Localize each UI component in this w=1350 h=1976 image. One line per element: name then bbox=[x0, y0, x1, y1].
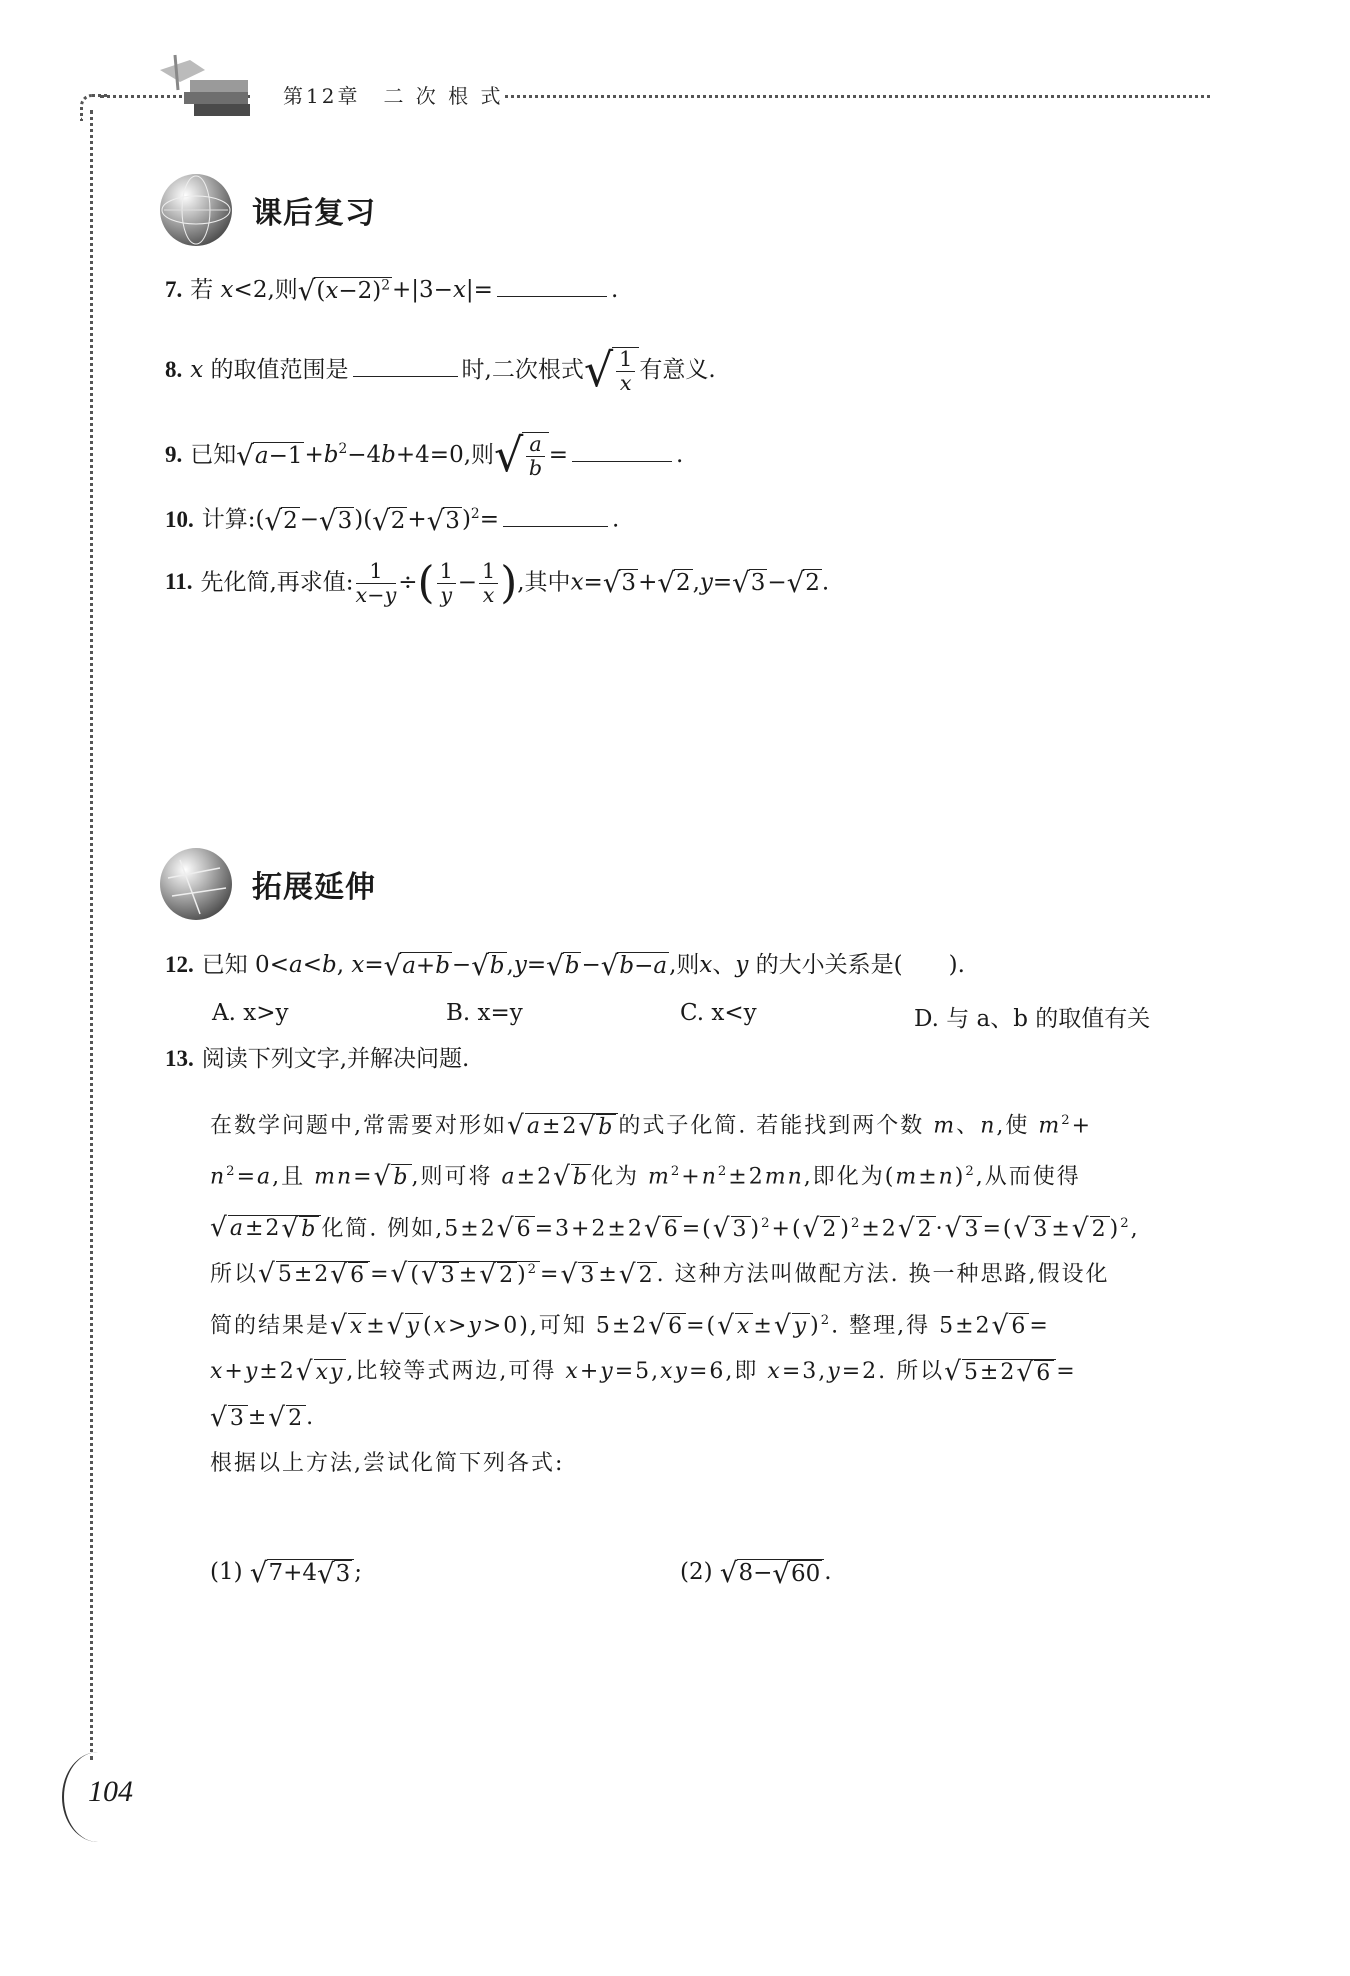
section-title: 拓展延伸 bbox=[252, 870, 376, 905]
section-extension bbox=[160, 848, 376, 920]
answer-blank[interactable] bbox=[572, 439, 672, 462]
subquestion-2: (2) √ 8− √ 60 . bbox=[680, 1555, 832, 1590]
option-d[interactable]: D. 与 a、b 的取值有关 bbox=[914, 1006, 1151, 1032]
section-review bbox=[160, 174, 376, 246]
answer-blank[interactable] bbox=[353, 354, 458, 377]
reading-passage: 在数学问题中,常需要对形如 √ a±2 √ b 的式子化简. 若能找到两个数 m、n,使 $m^2+$ $n^2=a$,且 mn= √ b ,则可将 a±2 √ b 化为 $m^2+n^2\pm 2mn$,即化为$(m\pm n)^2$,从而使得 √ a±2 √ b 化简. 例如,5±2 √ 6 =3+2±2 √ 6 =( √ 3 )$^2$+( √ 2 )$^2$±2 √ 2 · √ 3 =( √ 3 ± √ 2 )$^2$, 所以 √ 5±2 √ 6 = √ ( √ 3 ± √ 2 )$^2$ = √ 3 ± √ 2 . 这种方法叫做配方法. 换一种思路,假设化 简的结果是 √ x ± √ y (x>y>0),可知 5±2 √ 6 =( √ x ± √ y )$^2$. 整理,得 5±2 √ 6 = x+y±2 √ xy ,比较等式两边,可得 x+y=5,xy=6,即 x=3,y=2. 所以 √ 5±2 √ 6 = √ 3 ± √ 2 . 根据以上方法,尝试化简下列各式: bbox=[210, 1098, 1210, 1487]
books-icon bbox=[150, 50, 260, 125]
margin-rule bbox=[90, 110, 93, 1760]
question-11: 11. 先化简,再求值: $\frac{1}{x-y}$ ÷( $\frac{1}{y}$ − $\frac{1}{x}$ ),其中x= √ 3 + √ 2 ,y= √ 3 − √ 2 . bbox=[165, 557, 830, 609]
option-a[interactable]: A. x>y bbox=[212, 1000, 289, 1026]
question-13: 13. 阅读下列文字,并解决问题. bbox=[165, 1046, 470, 1072]
answer-blank[interactable] bbox=[503, 504, 608, 527]
margin-corner bbox=[80, 94, 107, 121]
page-number: 104 bbox=[88, 1775, 133, 1808]
header-rule-right bbox=[505, 95, 1210, 98]
question-7: 7. 若 x<2,则 √ $(x-2)^2$ +|3−x|= . bbox=[165, 274, 619, 308]
chapter-header: 第12章 二 次 根 式 bbox=[283, 84, 504, 108]
question-9: 9. 已知 √ a−1 $+b^2-4b+4=0$,则 √ $\frac{a}{b}$ = . bbox=[165, 428, 684, 482]
subquestion-1: (1) √ 7+4 √ 3 ; bbox=[210, 1555, 363, 1590]
question-8: 8. x 的取值范围是 时,二次根式 √ $\frac{1}{x}$ 有意义. bbox=[165, 343, 716, 397]
globe-icon bbox=[160, 848, 232, 920]
option-b[interactable]: B. x=y bbox=[446, 1000, 523, 1026]
question-12: 12. 已知 0<a<b, x= √ a+b − √ b ,y= √ b − √ b−a ,则x、y 的大小关系是( ). bbox=[165, 949, 965, 983]
question-10: 10. 计算:( √ 2 − √ 3 )( √ 2 + √ 3 )$^2$= . bbox=[165, 503, 620, 537]
option-c[interactable]: C. x<y bbox=[680, 1000, 757, 1026]
answer-blank[interactable] bbox=[497, 274, 607, 297]
globe-icon bbox=[160, 174, 232, 246]
instruction-text: 根据以上方法,尝试化简下列各式: bbox=[210, 1451, 565, 1477]
section-title: 课后复习 bbox=[252, 196, 376, 231]
